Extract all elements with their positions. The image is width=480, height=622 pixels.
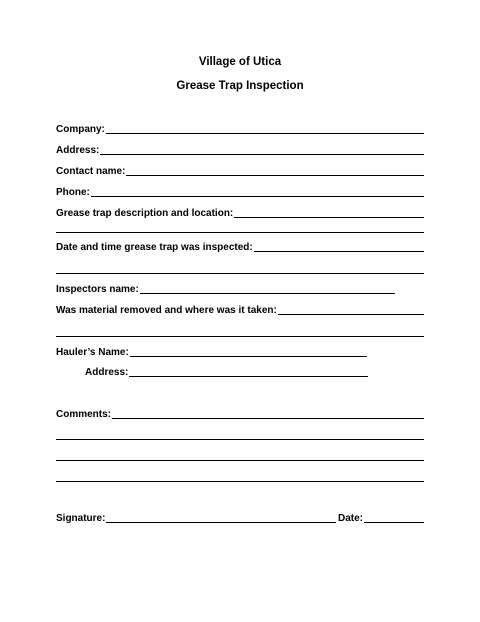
date-label: Date:: [337, 513, 363, 524]
form-title: Village of Utica: [198, 56, 282, 68]
hauler-address-field[interactable]: [85, 365, 368, 379]
company-field[interactable]: [56, 122, 424, 136]
phone-field[interactable]: [56, 185, 424, 199]
comments-line-4[interactable]: [56, 481, 424, 482]
haulers-name-line[interactable]: [130, 356, 367, 357]
comments-line[interactable]: [112, 418, 424, 419]
inspectors-name-label: Inspectors name:: [56, 284, 139, 295]
date-time-inspected-field[interactable]: [56, 240, 424, 254]
form-subtitle: Grease Trap Inspection: [176, 80, 304, 92]
signature-label: Signature:: [56, 513, 106, 524]
signature-row: [56, 511, 424, 525]
date-time-inspected-line-2[interactable]: [56, 273, 424, 274]
material-removed-line-2[interactable]: [56, 336, 424, 337]
signature-line[interactable]: [106, 522, 336, 523]
contact-name-label: Contact name:: [56, 166, 126, 177]
hauler-address-label: Address:: [85, 367, 129, 378]
address-label: Address:: [56, 145, 100, 156]
date-line[interactable]: [364, 522, 424, 523]
comments-field[interactable]: [56, 407, 424, 421]
date-time-inspected-line[interactable]: [254, 251, 424, 252]
grease-trap-description-field[interactable]: [56, 206, 424, 220]
address-field[interactable]: [56, 143, 424, 157]
contact-name-line[interactable]: [126, 175, 424, 176]
grease-trap-description-line[interactable]: [234, 217, 424, 218]
comments-line-2[interactable]: [56, 439, 424, 440]
comments-line-3[interactable]: [56, 460, 424, 461]
comments-label: Comments:: [56, 409, 112, 420]
material-removed-line[interactable]: [278, 314, 424, 315]
phone-line[interactable]: [91, 196, 424, 197]
haulers-name-field[interactable]: [56, 345, 367, 359]
hauler-address-line[interactable]: [129, 376, 368, 377]
inspectors-name-field[interactable]: [56, 282, 395, 296]
company-label: Company:: [56, 124, 105, 135]
material-removed-label: Was material removed and where was it taken:: [56, 305, 277, 316]
grease-trap-description-label: Grease trap description and location:: [56, 208, 234, 219]
phone-label: Phone:: [56, 187, 90, 198]
inspectors-name-line[interactable]: [140, 293, 395, 294]
address-line[interactable]: [100, 154, 424, 155]
haulers-name-label: Hauler’s Name:: [56, 347, 129, 358]
material-removed-field[interactable]: [56, 303, 424, 317]
date-time-inspected-label: Date and time grease trap was inspected:: [56, 242, 253, 253]
grease-trap-description-line-2[interactable]: [56, 232, 424, 233]
contact-name-field[interactable]: [56, 164, 424, 178]
company-line[interactable]: [106, 133, 424, 134]
